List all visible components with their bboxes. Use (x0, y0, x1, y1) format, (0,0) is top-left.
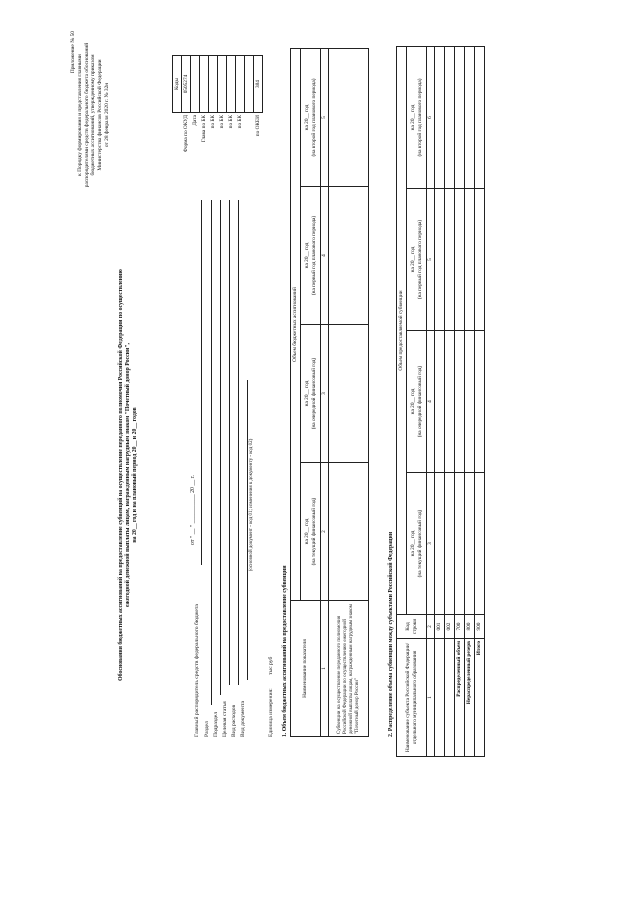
input-line-podrazdel[interactable] (220, 200, 221, 695)
s2-cell[interactable] (465, 189, 475, 331)
s2-cell[interactable] (465, 331, 475, 473)
s1-col-year: на 20__ год (304, 104, 311, 131)
s2-col-sub: (на текущий финансовый год) (416, 509, 423, 578)
s1-col-header (301, 325, 321, 463)
code-label: по ОКЕИ (254, 115, 261, 137)
s2-col-num: 4 (427, 331, 435, 473)
s1-col-sub: (на очередной финансовый год) (310, 357, 317, 430)
label-glavny: Главный распорядитель средств федерального бюджета (194, 604, 200, 737)
s2-cell[interactable] (455, 46, 465, 188)
s1-col-num: 5 (321, 49, 329, 187)
code-value[interactable] (236, 56, 245, 113)
s2-col-header (407, 473, 427, 615)
date-line: от " __ " __________ 20 __ г. (190, 475, 196, 545)
s2-cell[interactable] (465, 473, 475, 615)
label-podrazdel: Подраздел (213, 711, 219, 737)
s2-cell[interactable] (475, 189, 485, 331)
s1-col-header (301, 187, 321, 325)
code-value[interactable]: 384 (254, 56, 263, 113)
section2-table (396, 46, 485, 757)
total-row-label: Итого (475, 639, 485, 757)
s2-cell[interactable] (445, 473, 455, 615)
table-row[interactable] (435, 639, 445, 757)
s2-cell[interactable] (445, 331, 455, 473)
s2-col-sub: (на очередной финансовый год) (416, 365, 423, 438)
s2-col-num: 2 (427, 615, 435, 639)
input-line-vid-documenta[interactable] (247, 380, 248, 680)
code-label (245, 113, 254, 206)
input-line-razdel[interactable] (211, 200, 212, 705)
code-label: Глава по БК (200, 115, 207, 143)
s1-cell[interactable] (329, 187, 369, 325)
s2-col-sub: (на второй год планового периода) (416, 78, 423, 157)
s1-col-year: на 20__ год (304, 380, 311, 407)
s2-col-year: на 20__ год (410, 388, 417, 415)
row-code: 001 (435, 615, 445, 639)
s1-cell[interactable] (329, 325, 369, 463)
total-row-label: Распределенный объем (455, 639, 465, 757)
codes-header: Коды (173, 56, 182, 113)
edinica-value: тыс руб (268, 656, 274, 675)
code-label: по БК (209, 115, 216, 129)
s2-cell[interactable] (475, 46, 485, 188)
label-edinica: Единица измерения: (268, 688, 274, 737)
code-value[interactable] (245, 56, 254, 113)
s2-col-year: на 20__ год (410, 530, 417, 557)
s2-col-year: на 20__ год (410, 246, 417, 273)
code-label: Форма по ОКУД (182, 115, 189, 153)
row-code: 700 (455, 615, 465, 639)
title-line: Обоснования бюджетных ассигнований на предоставление субвенций на осуществление переданного полномочия Российской Федерации по осуществлению (118, 269, 124, 681)
row-code: 900 (475, 615, 485, 639)
appendix-line: Приложение № 50 (70, 31, 76, 74)
s2-col-sub: (на первый год планового периода) (416, 219, 423, 300)
s1-col-num: 1 (321, 601, 329, 737)
appendix-line: распорядителями средств федерального бюджета обоснований (83, 42, 90, 188)
s2-group-header: Объем предоставляемой субвенции (397, 46, 407, 614)
s1-col-header (301, 463, 321, 601)
s2-col-num: 6 (427, 46, 435, 188)
section1-table (290, 48, 369, 737)
row-code: 002 (445, 615, 455, 639)
table-row[interactable] (445, 639, 455, 757)
s2-cell[interactable] (475, 331, 485, 473)
code-value[interactable] (209, 56, 218, 113)
input-line-celevaya[interactable] (229, 200, 230, 685)
s2-col-header (407, 331, 427, 473)
s2-cell[interactable] (435, 473, 445, 615)
s1-col-num: 3 (321, 325, 329, 463)
s1-col-sub: (на первый год планового периода) (310, 215, 317, 296)
s2-col-num: 3 (427, 473, 435, 615)
code-value[interactable] (200, 56, 209, 113)
s1-col-sub: (на текущий финансовый год) (310, 497, 317, 566)
s1-group-header: Объем бюджетных ассигнований (291, 49, 301, 601)
code-value[interactable] (227, 56, 236, 113)
s2-cell[interactable] (445, 46, 455, 188)
label-vid-documenta: Вид документа (240, 701, 246, 737)
code-value[interactable]: 0505274 (182, 56, 191, 113)
s2-col-num: 5 (427, 189, 435, 331)
s1-col-sub: (на второй год планового периода) (310, 78, 317, 157)
s2-cell[interactable] (435, 46, 445, 188)
input-line-glavny[interactable] (201, 200, 202, 565)
s1-row-name: Субвенции на осуществление переданного полномочия Российской Федерации по осуществлению ежегодной денежной выплаты лицам, награжденным нагрудным знаком "Почетный донор России" (329, 601, 369, 737)
label-razdel: Раздел (204, 721, 210, 737)
s2-col-name-header: Наименование субъекта Российской Федерации/ отдельного муниципального образования (397, 639, 427, 757)
codes-table (172, 55, 263, 205)
appendix-line: Министерства финансов Российской Федерации (97, 59, 103, 171)
s2-col-num: 1 (427, 639, 435, 757)
total-row-label: Нераспределенный резерв (465, 639, 475, 757)
code-value[interactable] (191, 56, 200, 113)
s1-col-num: 2 (321, 463, 329, 601)
label-celevaya: Целевая статья (222, 701, 228, 737)
code-value[interactable] (218, 56, 227, 113)
s2-cell[interactable] (475, 473, 485, 615)
row-code: 800 (465, 615, 475, 639)
section1-title: 1. Объем бюджетных ассигнований на предоставление субвенции (282, 565, 288, 737)
s2-col-header (407, 189, 427, 331)
s2-cell[interactable] (465, 46, 475, 188)
s2-cell[interactable] (455, 473, 465, 615)
input-line-vid-rashodov[interactable] (238, 200, 239, 685)
appendix-block (70, 15, 111, 215)
s2-col-year: на 20__ год (410, 104, 417, 131)
s1-cell[interactable] (329, 463, 369, 601)
s2-cell[interactable] (435, 331, 445, 473)
s1-col-year: на 20__ год (304, 518, 311, 545)
s1-col-name-header: Наименование показателя (291, 601, 321, 737)
code-label: по БК (218, 115, 225, 129)
form-title (118, 195, 140, 755)
label-vid-rashodov: Вид расходов (231, 704, 237, 737)
s1-col-header (301, 49, 321, 187)
title-line: на 20__ год и на плановый период 20__ и 20__ годов (132, 407, 139, 543)
s2-col-code-header: Код строки (397, 615, 427, 639)
s1-col-num: 4 (321, 187, 329, 325)
code-label: Дата (191, 115, 198, 126)
section2-title: 2. Распределение объема субвенции между субъектами Российской Федерации (388, 531, 394, 737)
appendix-line: бюджетных ассигнований, утвержденному приказом (90, 54, 97, 176)
doc-note: (основной документ - код 01; изменения к документу - код 02) (249, 438, 254, 572)
title-line: ежегодной денежной выплаты лицам, награжденным нагрудным знаком "Почетный донор России", (125, 342, 132, 608)
appendix-line: к Порядку формирования и представления главными (76, 54, 83, 176)
s2-cell[interactable] (455, 331, 465, 473)
code-label: по БК (227, 115, 234, 129)
s2-cell[interactable] (445, 189, 455, 331)
code-label: по БК (236, 115, 243, 129)
s1-col-year: на 20__ год (304, 242, 311, 269)
s2-cell[interactable] (435, 189, 445, 331)
appendix-line: от 28 февраля 2020 г. № 32н (103, 82, 110, 148)
s2-cell[interactable] (455, 189, 465, 331)
s2-col-header (407, 46, 427, 188)
s1-cell[interactable] (329, 49, 369, 187)
